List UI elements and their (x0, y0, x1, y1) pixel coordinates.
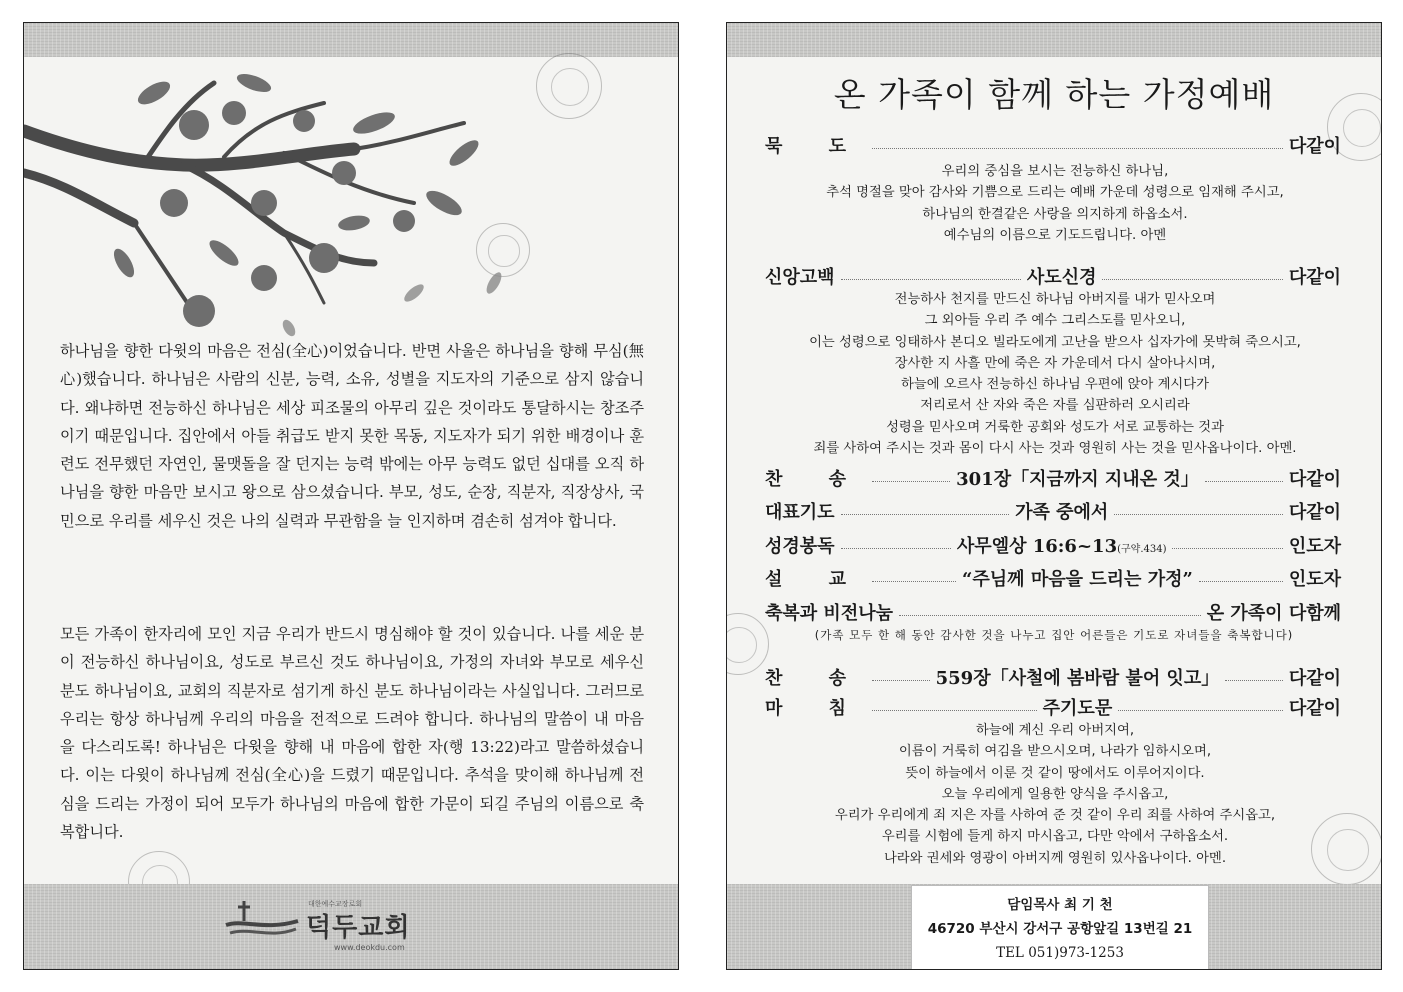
top-band (24, 23, 678, 57)
lords-prayer-line: 우리를 시험에 들게 하지 마시옵고, 다만 악에서 구하옵소서. (881, 829, 1229, 845)
leader-dots (872, 481, 950, 482)
order-performer: 인도자 (1288, 536, 1342, 557)
order-label: 묵 도 (765, 136, 867, 157)
order-content: 301장「지금까지 지내온 것」 (956, 469, 1199, 490)
prayer-line: 예수님의 이름으로 기도드립니다. 아멘 (943, 227, 1167, 243)
prayer-line: 우리의 중심을 보시는 전능하신 하나님, (941, 164, 1169, 179)
prayer-text (747, 161, 1363, 246)
order-label: 대표기도 (765, 502, 835, 523)
leader-dots (1102, 279, 1282, 280)
leader-dots (1114, 514, 1283, 515)
order-label: 찬 송 (765, 469, 867, 490)
order-label: 축복과 비전나눔 (765, 603, 893, 624)
order-content: 가족 중에서 (1015, 502, 1109, 523)
top-band (727, 23, 1381, 57)
order-label: 마 침 (765, 698, 867, 719)
contact-box (911, 885, 1209, 970)
order-row (765, 498, 1341, 524)
body-paragraph-2: 모든 가족이 한자리에 모인 지금 우리가 반드시 명심해야 할 것이 있습니다. 나를 세운 분이 전능하신 하나님이요, 성도로 부르신 것도 하나님이요, 가정의 자녀와 부모로 세우신 분도 하나님이요, 교회의 직분자로 섬기게 하신 분도 하나님이라는 사실입니다. 그러므로 우리는 항상 하나님께 우리의 마음을 전적으로 드려야 합니다. 하나님의 말씀이 내 마음을 다스리도록! 하나님은 다윗을 향해 내 마음에 합한 자(행 13:22)라고 말씀하셨습니다. 이는 다윗이 하나님께 전심(全心)을 드렸기 때문입니다. 추석을 맞이해 하나님께 전심을 드리는 가정이 되어 모두가 하나님의 마음에 합한 가문이 되길 주님의 이름으로 축복합니다. (60, 625, 644, 842)
order-performer: 다같이 (1288, 136, 1341, 157)
prayer-line: 추석 명절을 맞아 감사와 기쁨으로 드리는 예배 가운데 성령으로 임재해 주시고, (826, 185, 1284, 201)
order-performer: 다같이 (1288, 267, 1342, 288)
order-row (765, 532, 1341, 558)
order-row (765, 599, 1341, 625)
creed-line: 성령을 믿사오며 거룩한 공회와 성도가 서로 교통하는 것과 (886, 419, 1224, 435)
creed-line: 전능하사 천지를 만드신 하나님 아버지를 내가 믿사오며 (894, 292, 1216, 307)
order-row (765, 664, 1341, 690)
scripture-reference: 사무엘상 16:6~13 (956, 536, 1118, 557)
leader-dots (1205, 481, 1283, 482)
leader-dots (899, 615, 1201, 616)
leader-dots (1118, 710, 1283, 711)
pastor-name: 담임목사 최 기 천 (1007, 897, 1113, 913)
order-performer: 다같이 (1288, 469, 1342, 490)
scripture-page-note: (구약.434) (1117, 544, 1167, 555)
order-performer: 다같이 (1288, 502, 1342, 523)
leader-dots (841, 548, 951, 549)
order-performer: 온 가족이 다함께 (1206, 603, 1341, 624)
order-label: 신앙고백 (765, 267, 835, 288)
order-label: 설 교 (765, 569, 867, 590)
lords-prayer-text (747, 720, 1363, 869)
logo-denomination: 대한예수교장로회 (308, 900, 363, 908)
logo-church-name: 덕두교회 (306, 913, 411, 943)
order-row (765, 465, 1341, 491)
order-row (765, 694, 1341, 720)
church-logo (224, 891, 484, 955)
lords-prayer-line: 오늘 우리에게 일용한 양식을 주시옵고, (941, 786, 1169, 802)
church-address: 46720 부산시 강서구 공항앞길 13번길 21 (927, 921, 1193, 937)
lords-prayer-line: 나라와 권세와 영광이 아버지께 영원히 있사옵나이다. 아멘. (883, 850, 1227, 866)
flower-ornament (726, 613, 769, 675)
logo-url: www.deokdu.com (334, 943, 405, 952)
leader-dots (872, 148, 1283, 149)
lords-prayer-line: 뜻이 하늘에서 이룬 것 같이 땅에서도 이루어지이다. (905, 765, 1205, 781)
creed-line: 그 외아들 우리 주 예수 그리스도를 믿사오니, (924, 313, 1186, 329)
order-content: “주님께 마음을 드리는 가정” (962, 569, 1193, 590)
prayer-line: 하나님의 한결같은 사랑을 의지하게 하옵소서. (922, 206, 1188, 222)
order-content (957, 532, 1167, 558)
leader-dots (872, 581, 956, 582)
lords-prayer-line: 이름이 거룩히 여김을 받으시오며, 나라가 임하시오며, (898, 744, 1212, 760)
order-content: 사도신경 (1026, 267, 1097, 288)
order-row (765, 132, 1341, 158)
leader-dots (1172, 548, 1282, 549)
creed-text (747, 289, 1363, 459)
order-label: 찬 송 (765, 668, 867, 689)
order-row (765, 565, 1341, 591)
church-emblem-icon (224, 897, 300, 941)
order-row (765, 263, 1341, 289)
right-page (726, 22, 1382, 970)
creed-line: 장사한 지 사흘 만에 죽은 자 가운데서 다시 살아나시며, (894, 355, 1216, 371)
creed-line: 이는 성령으로 잉태하사 본디오 빌라도에게 고난을 받으사 십자가에 못박혀 죽으시고, (809, 334, 1301, 350)
lords-prayer-line: 우리가 우리에게 죄 지은 자를 사하여 준 것 같이 우리 죄를 사하여 주시옵고, (834, 808, 1276, 824)
order-content: 559장「사철에 봄바람 불어 잇고」 (935, 668, 1220, 689)
leader-dots (841, 279, 1021, 280)
leader-dots (841, 514, 1010, 515)
leader-dots (872, 680, 930, 681)
page-title: 온 가족이 함께 하는 가정예배 (833, 75, 1275, 114)
flower-ornament (536, 53, 602, 119)
leader-dots (872, 710, 1037, 711)
lords-prayer-line: 하늘에 계신 우리 아버지여, (975, 723, 1135, 738)
leader-dots (1225, 680, 1283, 681)
creed-line: 죄를 사하여 주시는 것과 몸이 다시 사는 것과 영원히 사는 것을 믿사옵나이다. 아멘. (813, 441, 1297, 457)
leader-dots (1199, 581, 1283, 582)
church-phone: TEL 051)973-1253 (996, 945, 1124, 961)
order-performer: 다같이 (1288, 698, 1341, 719)
body-paragraph-1: 하나님을 향한 다윗의 마음은 전심(全心)이었습니다. 반면 사울은 하나님을 향해 무심(無心)했습니다. 하나님은 사람의 신분, 능력, 소유, 성별을 지도자의 기준으로 삼지 않습니다. 왜냐하면 전능하신 하나님은 세상 피조물의 아무리 깊은 것이라도 통달하시는 창조주이기 때문입니다. 집안에서 아들 취급도 받지 못한 목동, 지도자가 되기 위한 배경이나 훈련도 전무했던 자연인, 물맷돌을 잘 던지는 능력 밖에는 아무 능력도 없던 십대를 오직 하나님을 향한 마음만 보시고 왕으로 삼으셨습니다. 부모, 성도, 순장, 직분자, 직장상사, 국민으로 우리를 세우신 것은 나의 실력과 무관함을 늘 인지하며 겸손히 섬겨야 합니다. (60, 342, 644, 530)
creed-line: 저리로서 산 자와 죽은 자를 심판하러 오시리라 (920, 398, 1190, 414)
order-label: 성경봉독 (765, 536, 835, 557)
persimmon-branch-illustration (24, 53, 544, 353)
left-page (23, 22, 679, 970)
order-content: 주기도문 (1042, 698, 1113, 719)
blessing-note: (가족 모두 한 해 동안 감사한 것을 나누고 집안 어른들은 기도로 자녀들을 축복합니다) (814, 628, 1294, 642)
order-performer: 다같이 (1288, 668, 1342, 689)
creed-line: 하늘에 오르사 전능하신 하나님 우편에 앉아 계시다가 (901, 377, 1209, 393)
order-performer: 인도자 (1288, 569, 1341, 590)
